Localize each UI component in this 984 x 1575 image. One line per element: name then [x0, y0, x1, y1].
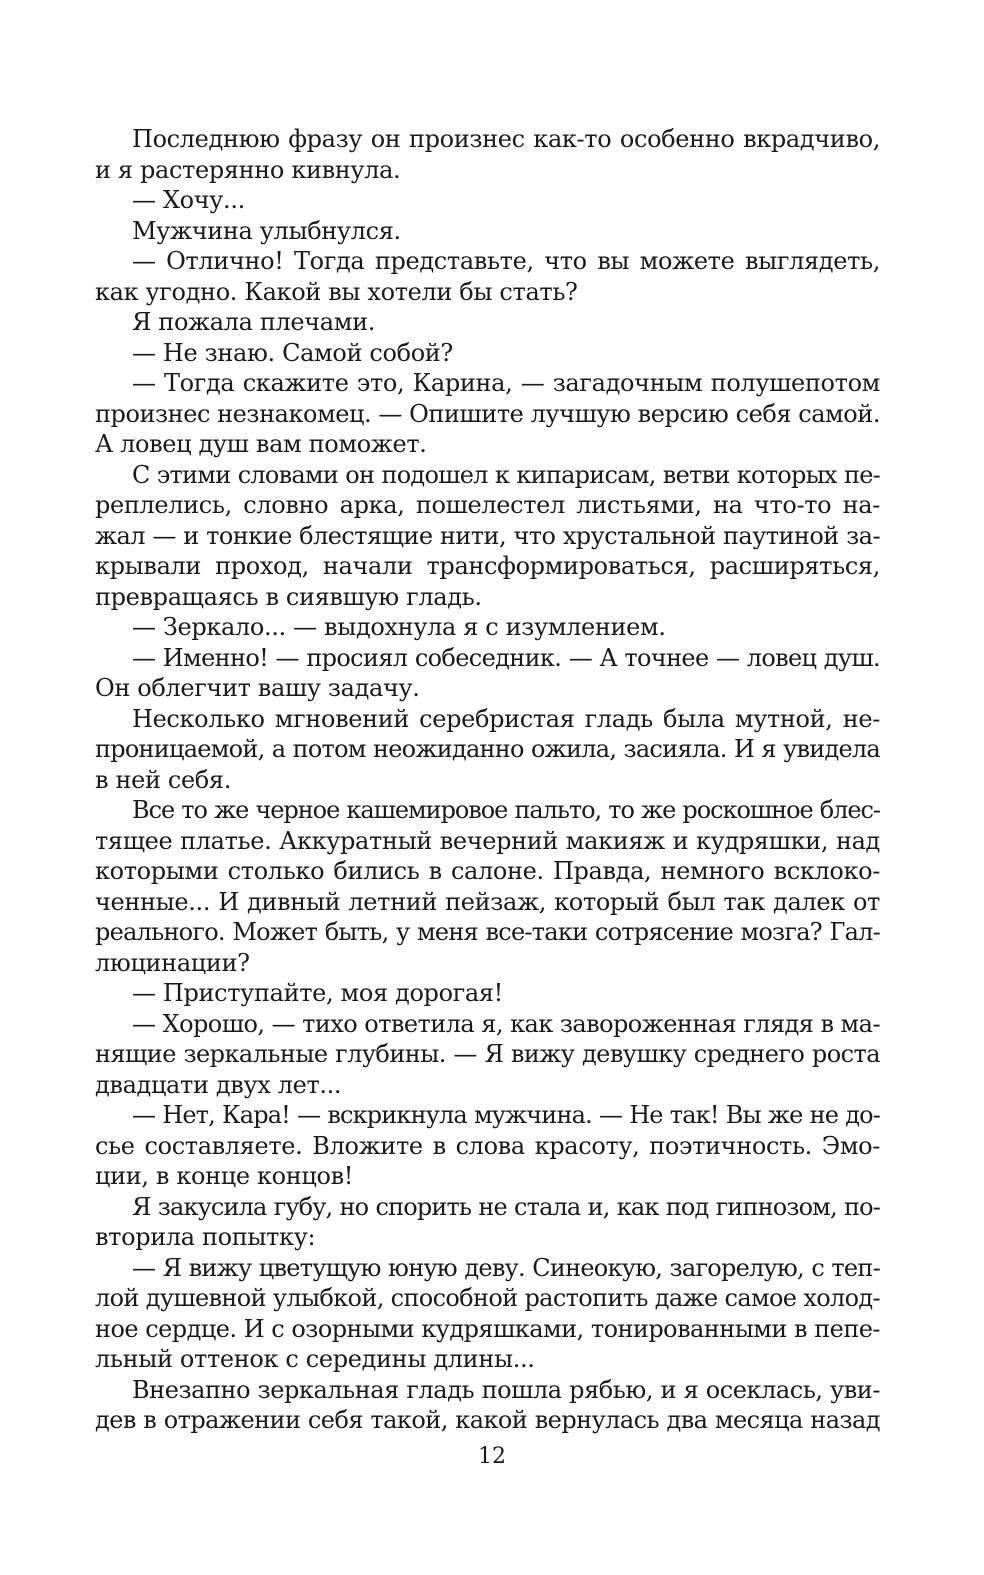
text-line: Последнюю фразу он произнес как-то особенно вкрадчиво, — [132, 125, 880, 153]
text-line: — Хорошо, — тихо ответила я, как завороженная глядя в ма- — [132, 1009, 880, 1038]
text-line: нящие зеркальные глубины. — Я вижу девушку среднего роста — [95, 1040, 880, 1068]
text-line: Несколько мгновений серебристая гладь была мутной, не- — [132, 704, 880, 733]
text-line: А ловец душ вам поможет. — [95, 430, 427, 458]
text-line: — Именно! — просиял собеседник. — А точнее — ловец душ. — [132, 643, 880, 672]
text-line: жал — и тонкие блестящие нити, что хрустальной паутиной за- — [95, 521, 880, 550]
text-line: проницаемой, а потом неожиданно ожила, засияла. И я увидела — [95, 735, 880, 763]
text-line: которыми столько бились в салоне. Правда, немного всклоко- — [95, 857, 880, 885]
text-line: лой душевной улыбкой, способной растопить даже самое холод- — [95, 1284, 880, 1312]
text-line: ции, в конце концов! — [95, 1162, 354, 1190]
page-number: 12 — [478, 1444, 506, 1469]
text-line: реального. Может быть, у меня все-таки сотрясение мозга? Гал- — [95, 918, 880, 946]
body-text — [95, 124, 880, 1436]
text-line: — Тогда скажите это, Карина, — загадочным полушепотом — [132, 369, 880, 397]
text-line: Он облегчит вашу задачу. — [95, 674, 420, 702]
text-line: дев в отражении себя такой, какой вернулась два месяца назад — [95, 1406, 880, 1434]
text-line: сье составляете. Вложите в слова красоту, поэтичность. Эмо- — [95, 1131, 880, 1160]
text-line: — Отлично! Тогда представьте, что вы можете выглядеть, — [132, 247, 880, 275]
text-line: — Я вижу цветущую юную деву. Синеокую, загорелую, с теп- — [132, 1253, 880, 1282]
text-line: С этими словами он подошел к кипарисам, ветви которых пе- — [132, 460, 880, 489]
text-line: Я закусила губу, но спорить не стала и, как под гипнозом, по- — [132, 1192, 880, 1221]
text-line: — Хочу... — [132, 186, 245, 214]
text-line: ное сердце. И с озорными кудряшками, тонированными в пепе- — [95, 1314, 880, 1343]
text-line: люцинации? — [95, 948, 250, 977]
text-line: ченные... И дивный летний пейзаж, который был так далек от — [95, 887, 880, 916]
text-line: Мужчина улыбнулся. — [132, 216, 401, 245]
text-line: — Не знаю. Самой собой? — [132, 338, 453, 367]
text-line: Все то же черное кашемировое пальто, то же роскошное блес- — [132, 796, 880, 824]
text-line: вторила попытку: — [95, 1223, 316, 1251]
text-line: как угодно. Какой вы хотели бы стать? — [95, 277, 578, 306]
text-line: тящее платье. Аккуратный вечерний макияж и кудряшки, над — [95, 826, 880, 855]
text-line: — Приступайте, моя дорогая! — [132, 979, 503, 1007]
text-line: произнес незнакомец. — Опишите лучшую версию себя самой. — [95, 399, 880, 428]
text-line: льный оттенок с середины длины... — [95, 1345, 535, 1373]
text-line: Я пожала плечами. — [132, 308, 375, 336]
text-line: реплелись, словно арка, пошелестел листьями, на что-то на- — [95, 491, 880, 519]
text-line: в ней себя. — [95, 765, 231, 794]
text-line: и я растерянно кивнула. — [95, 155, 401, 184]
text-line: — Нет, Кара! — вскрикнула мужчина. — Не так! Вы же не до- — [132, 1101, 880, 1129]
text-line: превращаясь в сиявшую гладь. — [95, 582, 482, 611]
text-line: — Зеркало... — выдохнула я с изумлением. — [132, 613, 666, 641]
text-line: двадцати двух лет... — [95, 1070, 342, 1099]
text-line: Внезапно зеркальная гладь пошла рябью, и я осеклась, уви- — [132, 1375, 880, 1404]
text-line: крывали проход, начали трансформироваться, расширяться, — [95, 552, 880, 580]
